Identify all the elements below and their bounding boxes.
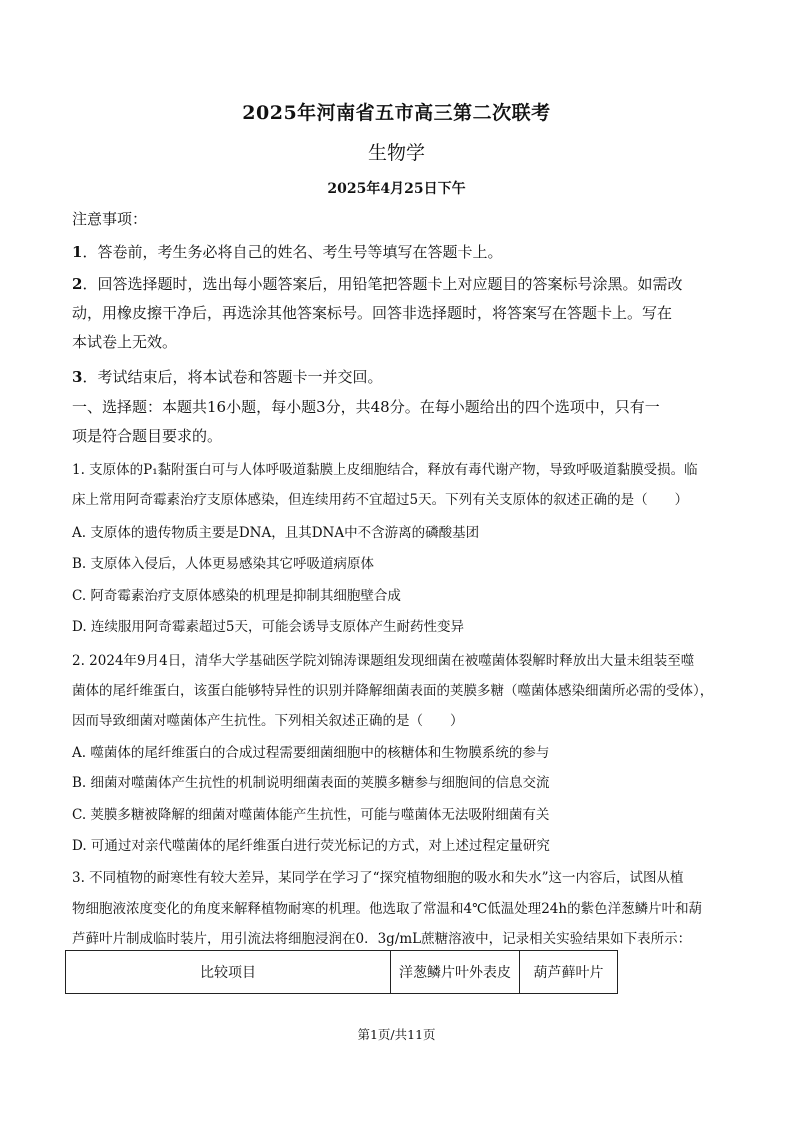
question-option: C. 阿奇霉素治疗支原体感染的机理是抑制其细胞壁合成 [72,588,401,604]
question-option: A. 噬菌体的尾纤维蛋白的合成过程需要细菌细胞中的核糖体和生物膜系统的参与 [72,745,550,761]
question-stem-line: 菌体的尾纤维蛋白，该蛋白能够特异性的识别并降解细菌表面的荚膜多糖（噬菌体感染细菌所必需的受体）， [72,683,714,699]
question-stem-line: 床上常用阿奇霉素治疗支原体感染，但连续用药不宜超过5天。下列有关支原体的叙述正确的是（ ） [72,492,689,508]
notice-item-number: 2 [72,275,83,293]
question-option: D. 连续服用阿奇霉素超过5天，可能会诱导支原体产生耐药性变异 [72,619,465,635]
notice-item-line: 动，用橡皮擦干净后，再选涂其他答案标号。回答非选择题时，将答案写在答题卡上。写在 [72,304,673,322]
notice-heading: 注意事项： [72,210,148,228]
notice-item [72,273,682,294]
notice-item [72,366,382,387]
exam-date: 2025年4月25日下午 [327,181,466,197]
subject-title: 生物学 [367,142,425,164]
question-stem-line: 因而导致细菌对噬菌体产生抗性。下列相关叙述正确的是（ ） [72,713,464,729]
question-option: C. 荚膜多糖被降解的细菌对噬菌体能产生抗性，可能与噬菌体无法吸附细菌有关 [72,807,550,823]
table-header-cell: 比较项目 [66,951,391,994]
question-stem-line: 芦藓叶片制成临时装片，用引流法将细胞浸润在0．3g/mL蔗糖溶液中，记录相关实验结果如下表所示： [72,931,692,947]
question-stem: 1. 支原体的P₁黏附蛋白可与人体呼吸道黏膜上皮细胞结合，释放有毒代谢产物，导致呼吸道黏膜受损。临 [72,462,698,478]
notice-item-text: ．考试结束后，将本试卷和答题卡一并交回。 [82,368,383,386]
table-header-cell: 葫芦藓叶片 [520,951,618,994]
page-number: 第1页/共11页 [357,1027,436,1042]
notice-item-number: 1 [72,243,83,261]
question-option: B. 支原体入侵后，人体更易感染其它呼吸道病原体 [72,556,375,572]
question-stem: 3. 不同植物的耐寒性有较大差异，某同学在学习了“探究植物细胞的吸水和失水”这一内容后，试图从植 [72,870,684,886]
question-option: A. 支原体的遗传物质主要是DNA，且其DNA中不含游离的磷酸基团 [72,525,480,541]
table-row [66,951,618,994]
notice-item [72,241,502,262]
question-stem-line: 物细胞液浓度变化的角度来解释植物耐寒的机理。他选取了常温和4℃低温处理24h的紫色洋葱鳞片叶和葫 [72,901,703,917]
notice-item-text: ．回答选择题时，选出每小题答案后，用铅笔把答题卡上对应题目的答案标号涂黑。如需改 [82,275,683,293]
notice-item-line: 本试卷上无效。 [72,333,178,351]
question-option: B. 细菌对噬菌体产生抗性的机制说明细菌表面的荚膜多糖参与细胞间的信息交流 [72,775,550,791]
page-title: 2025年河南省五市高三第二次联考 [242,102,551,124]
comparison-table [65,950,618,994]
question-option: D. 可通过对亲代噬菌体的尾纤维蛋白进行荧光标记的方式，对上述过程定量研究 [72,838,550,854]
question-stem: 2. 2024年9月4日，清华大学基础医学院刘锦涛课题组发现细菌在被噬菌体裂解时释放出大量未组装至噬 [72,653,695,669]
notice-item-text: ．答卷前，考生务必将自己的姓名、考生号等填写在答题卡上。 [82,243,503,261]
section-heading: 一、选择题：本题共16小题，每小题3分，共48分。在每小题给出的四个选项中，只有一 [72,398,660,416]
table-header-cell: 洋葱鳞片叶外表皮 [391,951,520,994]
section-heading-line: 项是符合题目要求的。 [72,427,223,445]
notice-item-number: 3 [72,368,83,386]
